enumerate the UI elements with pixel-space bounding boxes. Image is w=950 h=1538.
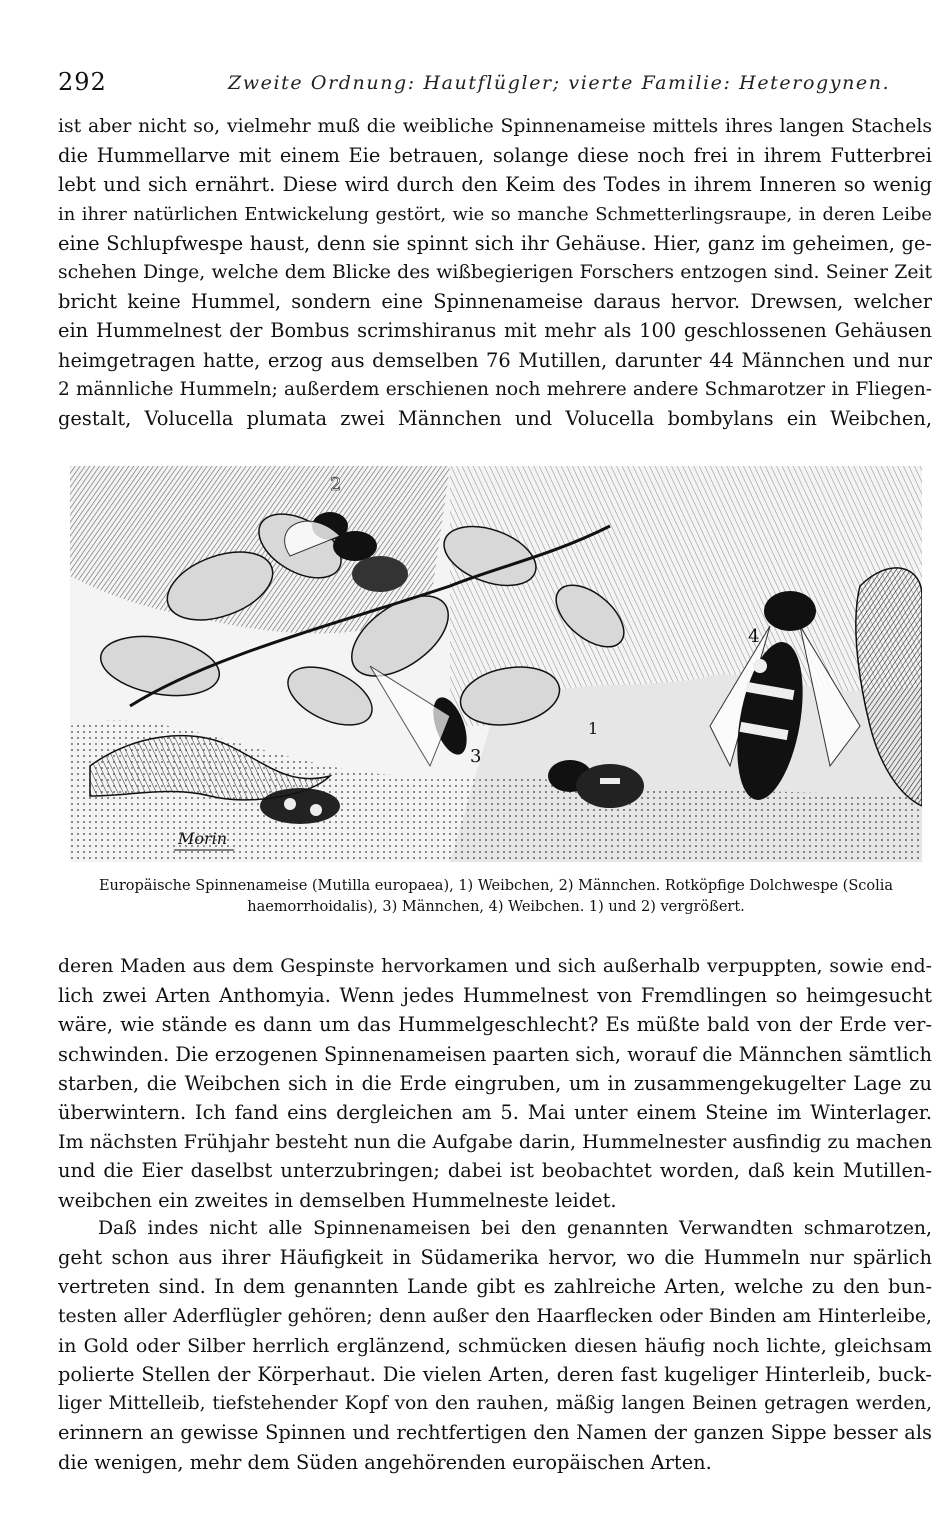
engraving-illustration xyxy=(70,466,922,862)
figure-caption xyxy=(70,876,922,918)
text-line: 2 männliche Hummeln; außerdem erschienen noch mehrere andere Schmarotzer in Fliegen- xyxy=(58,378,932,400)
text-line: die Hummellarve mit einem Eie betrauen, solange diese noch frei in ihrem Futterbrei xyxy=(58,144,932,168)
page-number: 292 xyxy=(58,68,107,96)
artist-signature: Morin xyxy=(178,829,228,848)
running-title: Zweite Ordnung: Hautflügler; vierte Familie: Heterogynen. xyxy=(228,72,891,94)
caption-line: Europäische Spinnenameise (Mutilla europaea), 1) Weibchen, 2) Männchen. Rotköpfige Dolchwespe (Scolia xyxy=(98,878,894,894)
text-line: polierte Stellen der Körperhaut. Die vielen Arten, deren fast kugeliger Hinterleib, buck- xyxy=(58,1363,932,1387)
text-line: ist aber nicht so, vielmehr muß die weibliche Spinnenameise mittels ihres langen Stachels xyxy=(58,116,932,137)
text-line: eine Schlupfwespe haust, denn sie spinnt sich ihr Gehäuse. Hier, ganz im geheimen, ge- xyxy=(58,231,932,255)
text-line: wäre, wie stände es dann um das Hummelgeschlecht? Es müßte bald von der Erde ver- xyxy=(58,1013,932,1037)
caption-line: haemorrhoidalis), 3) Männchen, 4) Weibchen. 1) und 2) vergrößert. xyxy=(247,899,745,915)
text-line: liger Mittelleib, tiefstehender Kopf von den rauhen, mäßig langen Beinen getragen werden, xyxy=(58,1393,932,1415)
figure-label: 3 xyxy=(470,746,482,767)
text-line: testen aller Aderflügler gehören; denn außer den Haarflecken oder Binden am Hinterleibe, xyxy=(58,1305,932,1327)
figure-label: 2 xyxy=(330,474,342,495)
text-line: in Gold oder Silber herrlich erglänzend, schmücken diesen häufig noch lichte, gleichsam xyxy=(58,1333,932,1357)
page-header xyxy=(58,68,932,102)
insect-engraving xyxy=(70,466,922,862)
text-line: Daß indes nicht alle Spinnenameisen bei den genannten Verwandten schmarotzen, xyxy=(98,1218,932,1239)
text-line: geht schon aus ihrer Häufigkeit in Südamerika hervor, wo die Hummeln nur spärlich xyxy=(58,1246,932,1270)
text-line: ein Hummelnest der Bombus scrimshiranus mit mehr als 100 geschlossenen Gehäusen xyxy=(58,319,932,343)
text-line: die wenigen, mehr dem Süden angehörenden europäischen Arten. xyxy=(58,1450,712,1474)
text-line: erinnern an gewisse Spinnen und rechtfertigen den Namen der ganzen Sippe besser als xyxy=(58,1421,932,1445)
text-line: gestalt, Volucella plumata zwei Männchen und Volucella bombylans ein Weibchen, xyxy=(58,407,932,431)
paragraph-1 xyxy=(58,112,932,433)
text-line: lich zwei Arten Anthomyia. Wenn jedes Hummelnest von Fremdlingen so heimgesucht xyxy=(58,984,932,1008)
paragraph-2 xyxy=(58,952,932,1215)
text-line: überwintern. Ich fand eins dergleichen am 5. Mai unter einem Steine im Winterlager. xyxy=(58,1101,932,1125)
text-line: in ihrer natürlichen Entwickelung gestört, wie so manche Schmetterlingsraupe, in deren Leibe xyxy=(58,203,932,225)
text-line: starben, die Weibchen sich in die Erde eingruben, um in zusammengekugelter Lage zu xyxy=(58,1071,932,1095)
text-line: bricht keine Hummel, sondern eine Spinnenameise daraus hervor. Drewsen, welcher xyxy=(58,290,932,314)
text-line: lebt und sich ernährt. Diese wird durch den Keim des Todes in ihrem Inneren so wenig xyxy=(58,173,932,197)
figure-label: 4 xyxy=(748,626,760,647)
text-line: vertreten sind. In dem genannten Lande gibt es zahlreiche Arten, welche zu den bun- xyxy=(58,1275,932,1299)
text-line: deren Maden aus dem Gespinste hervorkamen und sich außerhalb verpuppten, sowie end- xyxy=(58,956,932,977)
text-line: schwinden. Die erzogenen Spinnenameisen paarten sich, worauf die Männchen sämtlich xyxy=(58,1042,932,1066)
text-line: schehen Dinge, welche dem Blicke des wißbegierigen Forschers entzogen sind. Seiner Zeit xyxy=(58,262,932,284)
text-line: heimgetragen hatte, erzog aus demselben 76 Mutillen, darunter 44 Männchen und nur xyxy=(58,348,932,372)
text-line: weibchen ein zweites in demselben Hummelneste leidet. xyxy=(58,1188,617,1212)
figure-label: 1 xyxy=(588,719,599,738)
text-line: und die Eier daselbst unterzubringen; dabei ist beobachtet worden, daß kein Mutillen- xyxy=(58,1159,932,1183)
paragraph-3 xyxy=(58,1214,932,1477)
text-line: Im nächsten Frühjahr besteht nun die Aufgabe darin, Hummelnester ausfindig zu machen xyxy=(58,1130,932,1154)
